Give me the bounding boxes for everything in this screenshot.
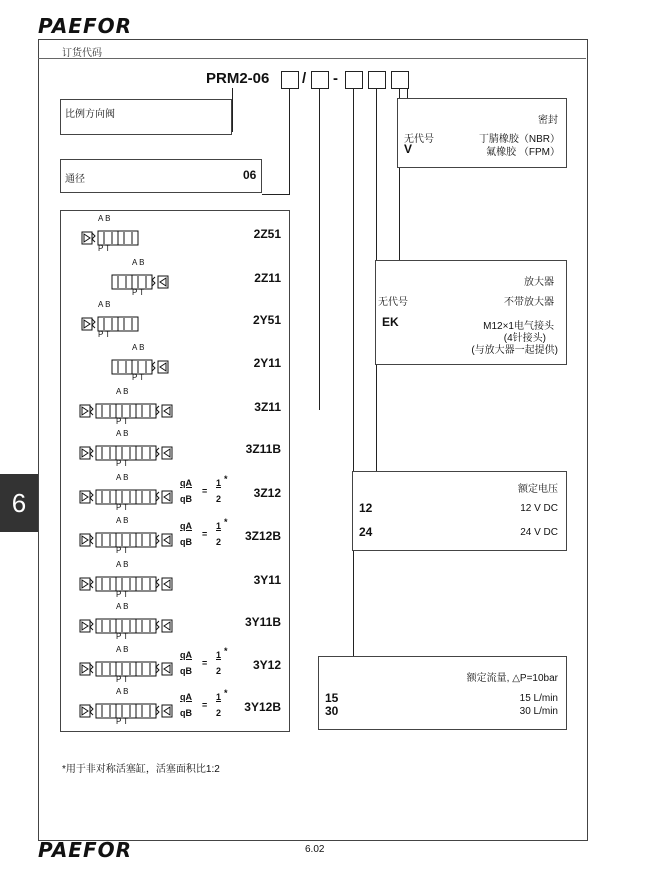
valve-type-box bbox=[60, 99, 232, 135]
ratio-denominator: 2 bbox=[216, 494, 222, 504]
symbol-code: 3Y11B bbox=[244, 615, 281, 629]
valve-symbol-icon bbox=[74, 221, 174, 253]
amplifier-code-0: 无代号 bbox=[378, 297, 408, 308]
dash-separator: - bbox=[333, 70, 338, 87]
ratio-qa: qA bbox=[180, 478, 192, 488]
port-label-ab: A B bbox=[98, 214, 111, 223]
port-label-pt: P T bbox=[132, 288, 145, 297]
ratio-qb: qB bbox=[180, 494, 192, 504]
valve-symbol-icon bbox=[74, 307, 174, 339]
amplifier-code-1: EK bbox=[382, 315, 399, 329]
symbol-row bbox=[70, 602, 285, 647]
symbol-row bbox=[70, 560, 285, 605]
flow-desc-0: 15 L/min bbox=[519, 693, 558, 704]
symbol-code: 2Y11 bbox=[253, 356, 281, 370]
connector-flow bbox=[353, 88, 354, 656]
ratio-star: * bbox=[224, 474, 228, 484]
seal-desc-0: 丁腈橡胶（NBR） bbox=[478, 134, 560, 145]
symbol-row bbox=[70, 258, 285, 303]
ratio-equals: = bbox=[202, 529, 208, 539]
amplifier-desc-1: M12×1电气接头 bbox=[483, 321, 554, 332]
symbol-code: 3Z12B bbox=[244, 529, 281, 543]
voltage-box bbox=[352, 471, 567, 551]
amplifier-title: 放大器 bbox=[524, 277, 554, 288]
voltage-code-1: 24 bbox=[359, 525, 373, 539]
amplifier-desc-extra-1: (4针接头) bbox=[503, 333, 546, 344]
symbol-row bbox=[70, 645, 285, 690]
port-label-ab: A B bbox=[116, 645, 129, 654]
port-label-pt: P T bbox=[116, 546, 129, 555]
ratio-denominator: 2 bbox=[216, 537, 222, 547]
bore-box bbox=[60, 159, 262, 193]
valve-type-label: 比例方向阀 bbox=[65, 109, 115, 120]
symbol-row bbox=[70, 516, 285, 561]
port-label-ab: A B bbox=[116, 687, 129, 696]
ratio-star: * bbox=[224, 688, 228, 698]
section-title: 订货代码 bbox=[62, 48, 102, 59]
ratio-equals: = bbox=[202, 658, 208, 668]
port-label-pt: P T bbox=[116, 590, 129, 599]
chapter-tab bbox=[0, 474, 38, 532]
port-label-pt: P T bbox=[116, 417, 129, 426]
ratio-star: * bbox=[224, 517, 228, 527]
bore-label: 通径 bbox=[65, 174, 85, 185]
ratio-qa: qA bbox=[180, 650, 192, 660]
seal-title: 密封 bbox=[538, 115, 558, 126]
port-label-ab: A B bbox=[116, 602, 129, 611]
ratio-qb: qB bbox=[180, 708, 192, 718]
voltage-code-0: 12 bbox=[359, 501, 373, 515]
model-prefix: PRM2-06 bbox=[206, 70, 270, 87]
ratio-numerator: 1 bbox=[216, 650, 222, 660]
ratio-qb: qB bbox=[180, 666, 192, 676]
ratio-numerator: 1 bbox=[216, 478, 222, 488]
footnote: *用于非对称活塞缸，活塞面积比1:2 bbox=[62, 764, 220, 775]
port-label-pt: P T bbox=[98, 330, 111, 339]
port-label-pt: P T bbox=[98, 244, 111, 253]
flow-title: 额定流量, △P=10bar bbox=[466, 673, 558, 684]
ratio-equals: = bbox=[202, 700, 208, 710]
seal-box bbox=[397, 98, 567, 168]
connector-bore bbox=[289, 88, 290, 194]
symbol-code: 2Z51 bbox=[253, 227, 281, 241]
page-number: 6.02 bbox=[305, 844, 325, 855]
footer-logo: PAEFOR bbox=[38, 838, 133, 862]
flow-code-1: 30 bbox=[325, 704, 339, 718]
symbol-code: 3Y12B bbox=[244, 700, 281, 714]
amplifier-box bbox=[375, 260, 567, 365]
bore-value: 06 bbox=[243, 168, 257, 182]
port-label-pt: P T bbox=[116, 675, 129, 684]
symbol-code: 3Z12 bbox=[253, 486, 281, 500]
seal-code-1: V bbox=[404, 142, 413, 156]
port-label-ab: A B bbox=[98, 300, 111, 309]
symbol-code: 3Y11 bbox=[253, 573, 281, 587]
symbol-row bbox=[70, 429, 285, 474]
slash-separator: / bbox=[302, 70, 307, 87]
code-box-voltage bbox=[368, 71, 386, 89]
seal-desc-1: 氟橡胶 （FPM） bbox=[486, 147, 560, 158]
valve-symbol-icon bbox=[74, 265, 174, 297]
symbol-row bbox=[70, 300, 285, 345]
port-label-pt: P T bbox=[116, 717, 129, 726]
symbol-code: 3Z11 bbox=[254, 400, 281, 414]
ratio-denominator: 2 bbox=[216, 666, 222, 676]
code-box-symbol bbox=[311, 71, 329, 89]
port-label-ab: A B bbox=[132, 343, 145, 352]
port-label-pt: P T bbox=[116, 632, 129, 641]
code-box-amplifier bbox=[391, 71, 409, 89]
symbol-code: 3Z11B bbox=[245, 442, 281, 456]
seal-code-0: 无代号 bbox=[404, 134, 434, 145]
ratio-numerator: 1 bbox=[216, 521, 222, 531]
flow-desc-1: 30 L/min bbox=[519, 706, 558, 717]
ratio-qb: qB bbox=[180, 537, 192, 547]
symbol-row bbox=[70, 343, 285, 388]
ratio-denominator: 2 bbox=[216, 708, 222, 718]
connector-valve-type bbox=[232, 88, 233, 132]
flow-box bbox=[318, 656, 567, 730]
port-label-ab: A B bbox=[116, 560, 129, 569]
amplifier-desc-0: 不带放大器 bbox=[504, 297, 554, 308]
symbol-code: 3Y12 bbox=[252, 658, 281, 672]
chapter-number: 6 bbox=[11, 487, 27, 518]
valve-symbol-icon bbox=[74, 350, 174, 382]
port-label-pt: P T bbox=[116, 503, 129, 512]
port-label-ab: A B bbox=[116, 429, 129, 438]
header-divider bbox=[38, 58, 586, 59]
ratio-numerator: 1 bbox=[216, 692, 222, 702]
port-label-ab: A B bbox=[116, 387, 129, 396]
port-label-ab: A B bbox=[116, 516, 129, 525]
connector-bore-h bbox=[262, 194, 290, 195]
voltage-desc-0: 12 V DC bbox=[520, 503, 558, 514]
port-label-ab: A B bbox=[132, 258, 145, 267]
amplifier-desc-extra-2: (与放大器一起提供) bbox=[471, 345, 558, 356]
port-label-ab: A B bbox=[116, 473, 129, 482]
code-box-flow bbox=[345, 71, 363, 89]
symbol-code: 2Y51 bbox=[252, 313, 281, 327]
connector-symbol bbox=[319, 88, 320, 410]
ratio-star: * bbox=[224, 646, 228, 656]
symbol-row bbox=[70, 214, 285, 259]
port-label-pt: P T bbox=[132, 373, 145, 382]
ratio-equals: = bbox=[202, 486, 208, 496]
flow-code-0: 15 bbox=[325, 691, 339, 705]
voltage-title: 额定电压 bbox=[518, 484, 558, 495]
code-box-bore bbox=[281, 71, 299, 89]
ratio-qa: qA bbox=[180, 692, 192, 702]
ratio-qa: qA bbox=[180, 521, 192, 531]
symbol-row bbox=[70, 387, 285, 432]
port-label-pt: P T bbox=[116, 459, 129, 468]
voltage-desc-1: 24 V DC bbox=[520, 527, 558, 538]
header-logo: PAEFOR bbox=[38, 14, 133, 38]
symbol-row bbox=[70, 473, 285, 518]
symbol-code: 2Z11 bbox=[254, 271, 281, 285]
symbol-row bbox=[70, 687, 285, 732]
